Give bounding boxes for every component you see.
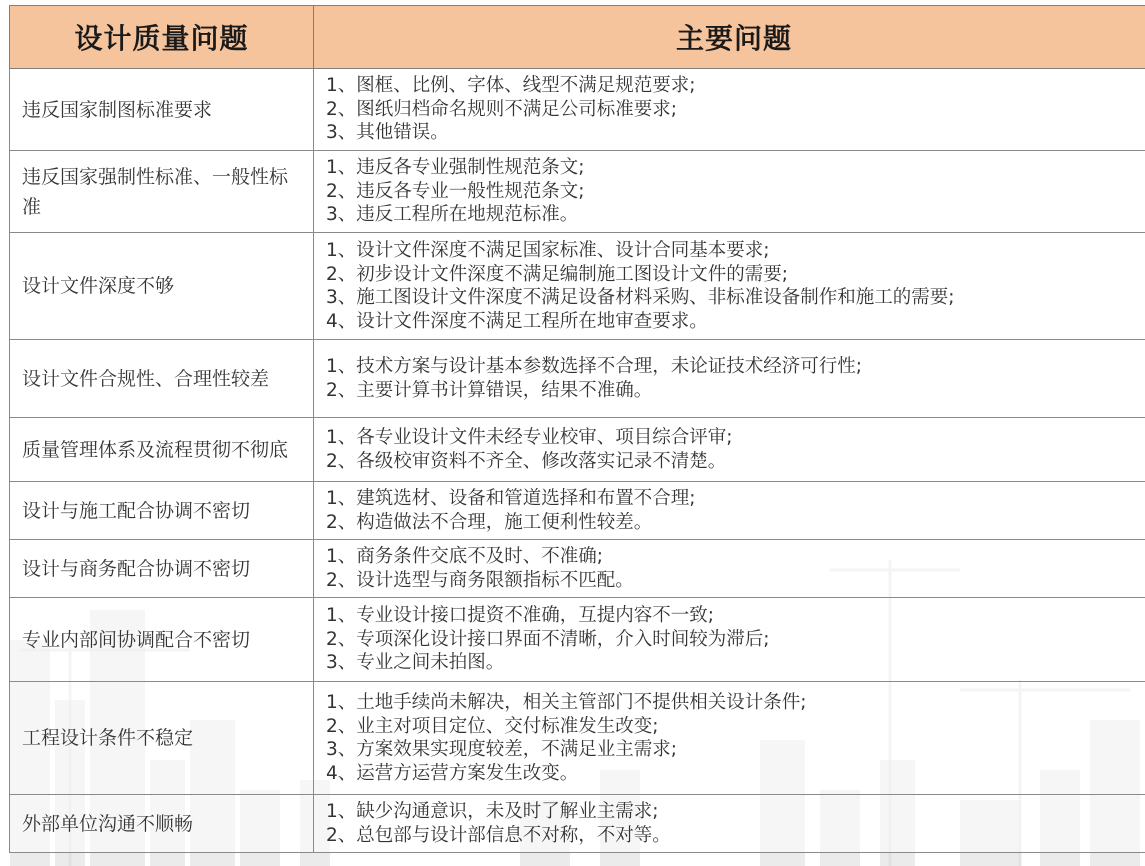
table-header	[10, 6, 1145, 69]
issue-item: 3、方案效果实现度较差，不满足业主需求;	[326, 739, 678, 760]
issue-item: 2、专项深化设计接口界面不清晰，介入时间较为滞后;	[326, 628, 770, 650]
issue-item: 2、初步设计文件深度不满足编制施工图设计文件的需要;	[326, 263, 789, 285]
issues-cell	[314, 69, 1145, 151]
issues-cell	[314, 151, 1145, 233]
table-row	[10, 598, 1145, 682]
issues-cell	[314, 598, 1145, 682]
issues-cell	[314, 540, 1145, 598]
issue-item: 2、构造做法不合理，施工便利性较差。	[326, 511, 653, 533]
issue-item: 1、各专业设计文件未经专业校审、项目综合评审;	[326, 427, 733, 448]
issue-item: 2、设计选型与商务限额指标不匹配。	[326, 569, 634, 591]
header-row	[10, 6, 1145, 69]
issues-cell	[314, 233, 1145, 340]
problem-cell: 设计文件深度不够	[10, 233, 314, 340]
issues-cell	[314, 682, 1145, 795]
issues-cell	[314, 795, 1145, 853]
issues-cell	[314, 482, 1145, 540]
table-row	[10, 482, 1145, 540]
problem-cell: 设计文件合规性、合理性较差	[10, 340, 314, 418]
issue-item: 3、其他错误。	[326, 122, 449, 144]
issue-item: 3、专业之间未拍图。	[326, 652, 505, 674]
issues-cell	[314, 340, 1145, 418]
issue-item: 1、建筑选材、设备和管道选择和布置不合理;	[326, 488, 696, 509]
issue-item: 4、设计文件深度不满足工程所在地审查要求。	[326, 310, 708, 332]
table-row	[10, 418, 1145, 482]
issue-item: 1、专业设计接口提资不准确，互提内容不一致;	[326, 605, 715, 627]
design-quality-table-container	[9, 5, 1145, 853]
problem-cell: 工程设计条件不稳定	[10, 682, 314, 795]
table-row	[10, 69, 1145, 151]
header-design-quality-issue: 设计质量问题	[10, 6, 314, 69]
issue-item: 2、主要计算书计算错误，结果不准确。	[326, 379, 653, 401]
issue-item: 1、违反各专业强制性规范条文;	[326, 157, 585, 179]
issue-item: 1、商务条件交底不及时、不准确;	[326, 546, 604, 567]
table-body	[10, 69, 1145, 853]
issues-cell	[314, 418, 1145, 482]
problem-cell: 违反国家强制性标准、一般性标准	[10, 151, 314, 233]
problem-cell: 外部单位沟通不顺畅	[10, 795, 314, 853]
issue-item: 1、图框、比例、字体、线型不满足规范要求;	[326, 75, 696, 97]
problem-cell: 违反国家制图标准要求	[10, 69, 314, 151]
table-row	[10, 795, 1145, 853]
issue-item: 2、图纸归档命名规则不满足公司标准要求;	[326, 98, 678, 120]
issue-item: 2、总包部与设计部信息不对称，不对等。	[326, 824, 671, 846]
issue-item: 2、违反各专业一般性规范条文;	[326, 180, 585, 202]
issue-item: 4、运营方运营方案发生改变。	[326, 762, 579, 784]
design-quality-table	[9, 5, 1145, 853]
issue-item: 1、设计文件深度不满足国家标准、设计合同基本要求;	[326, 240, 770, 261]
issue-item: 1、技术方案与设计基本参数选择不合理，未论证技术经济可行性;	[326, 356, 863, 377]
table-row	[10, 233, 1145, 340]
problem-cell: 设计与施工配合协调不密切	[10, 482, 314, 540]
issue-item: 1、缺少沟通意识，未及时了解业主需求;	[326, 801, 659, 822]
problem-cell: 设计与商务配合协调不密切	[10, 540, 314, 598]
problem-cell: 专业内部间协调配合不密切	[10, 598, 314, 682]
issue-item: 3、施工图设计文件深度不满足设备材料采购、非标准设备制作和施工的需要;	[326, 287, 955, 308]
issue-item: 2、各级校审资料不齐全、修改落实记录不清楚。	[326, 450, 727, 472]
problem-cell: 质量管理体系及流程贯彻不彻底	[10, 418, 314, 482]
table-row	[10, 340, 1145, 418]
issue-item: 2、业主对项目定位、交付标准发生改变;	[326, 715, 659, 737]
issue-item: 1、土地手续尚未解决，相关主管部门不提供相关设计条件;	[326, 692, 807, 713]
table-row	[10, 151, 1145, 233]
issue-item: 3、违反工程所在地规范标准。	[326, 204, 579, 226]
header-main-issues: 主要问题	[314, 6, 1145, 69]
table-row	[10, 540, 1145, 598]
table-row	[10, 682, 1145, 795]
